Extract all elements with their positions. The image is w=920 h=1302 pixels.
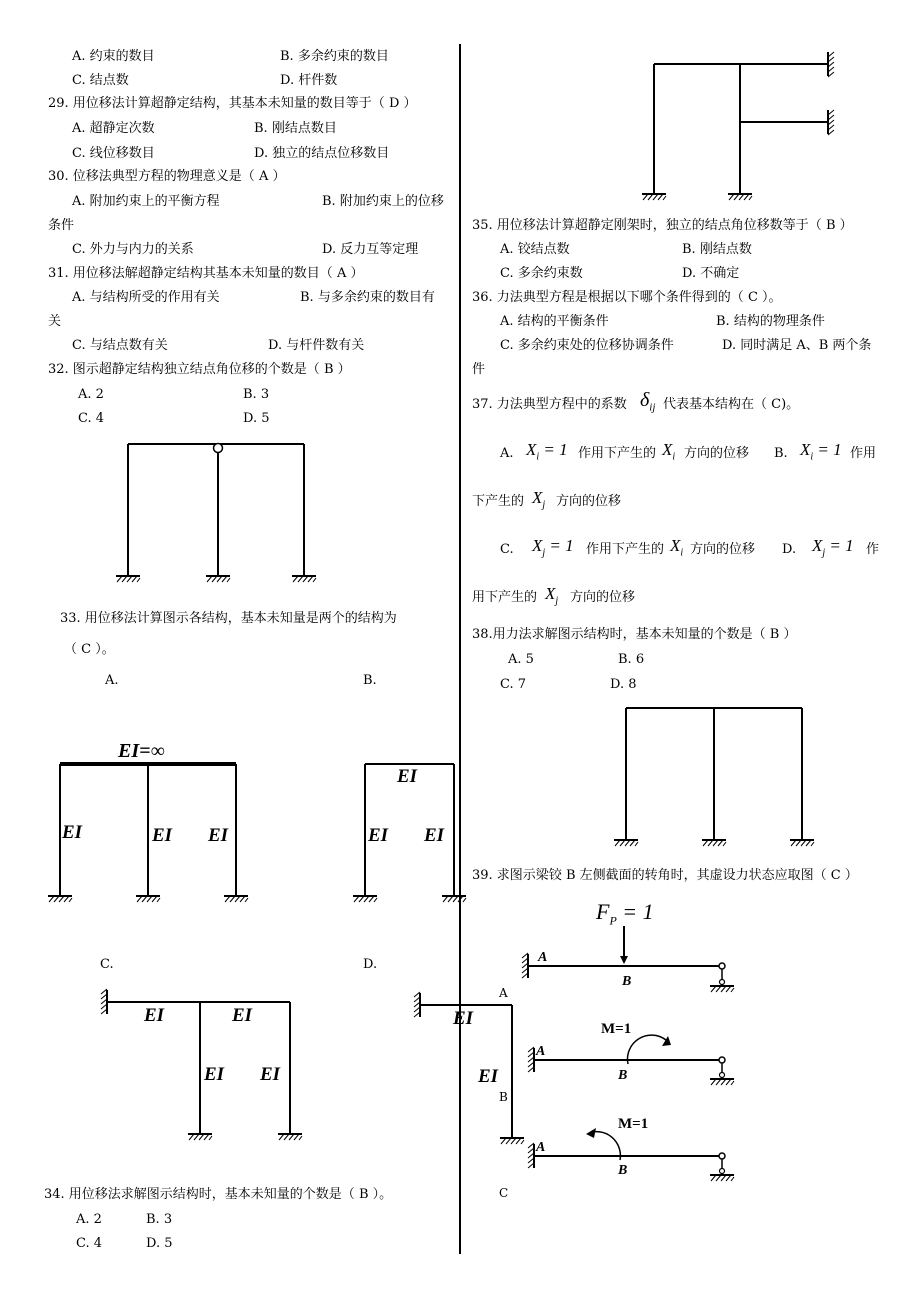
q30-option-b: B. 附加约束上的位移 — [322, 194, 444, 209]
q37-option-d-text: 作 — [866, 542, 880, 557]
q29-question: 29. 用位移法计算超静定结构，其基本未知量的数目等于（ D ） — [48, 96, 417, 111]
q37-option-c-label: C. — [500, 542, 514, 557]
q39-label-a: A — [499, 986, 508, 1000]
q33a-ei-label-2: EI — [152, 825, 173, 846]
q37-b-xj: $X_j$ — [532, 488, 546, 511]
q37-delta-ij: $\delta_{ij}$ — [640, 389, 656, 414]
q29-option-d: D. 独立的结点位移数目 — [254, 146, 390, 161]
q32-option-c: C. 4 — [78, 411, 105, 426]
q39b-point-a: A — [536, 1044, 546, 1059]
q37-option-a-text: 作用下产生的 — [578, 446, 657, 461]
q38-option-c: C. 7 — [500, 677, 527, 692]
q39c-moment-label: M=1 — [618, 1116, 649, 1132]
q39b-moment-label: M=1 — [601, 1021, 632, 1037]
q35-option-a: A. 铰结点数 — [500, 242, 570, 257]
q32-question: 32. 图示超静定结构独立结点角位移的个数是（ B ） — [48, 362, 351, 377]
q34-frame-diagram — [642, 52, 834, 200]
q37-option-b-label: B. — [774, 446, 788, 461]
q34-option-c: C. 4 — [76, 1236, 103, 1251]
q39a-point-b: B — [622, 974, 632, 989]
q29-option-b: B. 刚结点数目 — [254, 121, 337, 136]
q38-option-b: B. 6 — [618, 652, 645, 667]
q37-option-d-cont: 用下产生的 — [472, 590, 538, 605]
q30-option-d: D. 反力互等定理 — [322, 242, 419, 257]
q37-a-xi: $X_i$ — [662, 440, 676, 463]
q35-question: 35. 用位移法计算超静定刚架时，独立的结点角位移数等于（ B ） — [472, 218, 853, 233]
q39-label-b: B — [499, 1090, 508, 1104]
q33-question: 33. 用位移法计算图示各结构，基本未知量是两个的结构为 — [60, 611, 397, 626]
q33a-ei-infinity-label: EI=∞ — [118, 740, 165, 762]
q32-option-b: B. 3 — [243, 387, 270, 402]
q37-option-b-end: 方向的位移 — [556, 494, 622, 509]
q33b-ei-label-2: EI — [368, 825, 389, 846]
q37-d-xj: $X_j$ — [545, 584, 559, 607]
q37-option-b-text: 作用 — [850, 446, 877, 461]
q32-frame-diagram — [116, 444, 316, 583]
q33-label-d: D. — [363, 957, 378, 972]
q33a-ei-label-3: EI — [208, 825, 229, 846]
q39-beam-c — [528, 1128, 734, 1181]
q36-option-c: C. 多余约束处的位移协调条件 — [500, 338, 674, 353]
q30-option-c: C. 外力与内力的关系 — [72, 242, 194, 257]
q38-option-a: A. 5 — [508, 652, 534, 667]
q38-question: 38.用力法求解图示结构时，基本未知量的个数是（ B ） — [472, 627, 797, 642]
q28-option-d: D. 杆件数 — [280, 73, 338, 88]
q37-option-d-end: 方向的位移 — [570, 590, 636, 605]
q33a-ei-label-1: EI — [62, 822, 83, 843]
q33d-ei-label-1: EI — [453, 1008, 474, 1029]
q31-option-c: C. 与结点数有关 — [72, 338, 168, 353]
q37-b-xi-eq-1: $X_i = 1$ — [800, 440, 842, 463]
q37-option-d-label: D. — [782, 542, 797, 557]
q35-option-c: C. 多余约束数 — [500, 266, 583, 281]
q33-label-b: B. — [363, 673, 377, 688]
q29-option-c: C. 线位移数目 — [72, 146, 155, 161]
q39c-point-a: A — [536, 1140, 546, 1155]
q31-option-a: A. 与结构所受的作用有关 — [72, 290, 220, 305]
q33b-ei-label-1: EI — [397, 766, 418, 787]
q37-a-xi-eq-1: $X_i = 1$ — [526, 440, 568, 463]
q28-option-b: B. 多余约束的数目 — [280, 49, 389, 64]
q37-option-a-label: A. — [500, 446, 514, 461]
q36-option-d: D. 同时满足 A、B 两个条 — [722, 338, 872, 353]
q37-question-pre: 37. 力法典型方程中的系数 — [472, 397, 627, 412]
q33d-ei-label-2: EI — [478, 1066, 499, 1087]
q30-question: 30. 位移法典型方程的物理意义是（ A ） — [48, 169, 286, 184]
q33-label-c: C. — [100, 957, 114, 972]
q37-c-xi: $X_i$ — [670, 536, 684, 559]
q37-d-xj-eq-1: $X_j = 1$ — [812, 536, 854, 559]
q30-option-b-cont: 条件 — [48, 218, 75, 233]
q39-beam-b — [528, 1035, 734, 1085]
q38-frame-diagram — [614, 708, 814, 846]
q30-option-a: A. 附加约束上的平衡方程 — [72, 194, 220, 209]
q28-option-a: A. 约束的数目 — [72, 49, 155, 64]
q39c-point-b: B — [618, 1163, 628, 1178]
q34-question: 34. 用位移法求解图示结构时，基本未知量的个数是（ B ）。 — [44, 1187, 393, 1202]
q32-option-d: D. 5 — [243, 411, 270, 426]
q34-option-a: A. 2 — [76, 1212, 102, 1227]
q34-option-b: B. 3 — [146, 1212, 173, 1227]
q37-option-b-cont: 下产生的 — [472, 494, 525, 509]
q36-option-b: B. 结构的物理条件 — [716, 314, 825, 329]
q35-option-d: D. 不确定 — [682, 266, 740, 281]
q33c-ei-label-4: EI — [260, 1064, 281, 1085]
q33c-ei-label-1: EI — [144, 1005, 165, 1026]
q29-option-a: A. 超静定次数 — [72, 121, 155, 136]
q39-label-c: C — [499, 1186, 509, 1200]
q37-option-c-text: 作用下产生的 — [586, 542, 665, 557]
q39-question: 39. 求图示梁铰 B 左侧截面的转角时，其虚设力状态应取图（ C ） — [472, 868, 858, 883]
q37-question-post: 代表基本结构在（ C)。 — [663, 397, 800, 412]
q37-option-a-end: 方向的位移 — [684, 446, 750, 461]
q33-label-a: A. — [105, 673, 119, 688]
q37-option-c-end: 方向的位移 — [690, 542, 756, 557]
hinge-icon — [214, 444, 223, 453]
q34-option-d: D. 5 — [146, 1236, 173, 1251]
q39b-point-b: B — [618, 1068, 628, 1083]
q31-option-b-cont: 关 — [48, 314, 62, 329]
q36-option-a: A. 结构的平衡条件 — [500, 314, 609, 329]
q33c-ei-label-3: EI — [204, 1064, 225, 1085]
q38-option-d: D. 8 — [610, 677, 637, 692]
q33c-ei-label-2: EI — [232, 1005, 253, 1026]
q35-option-b: B. 刚结点数 — [682, 242, 752, 257]
q39-load-fp-label: $F_P = 1$ — [596, 899, 654, 928]
q31-option-b: B. 与多余约束的数目有 — [300, 290, 435, 305]
q28-option-c: C. 结点数 — [72, 73, 129, 88]
q31-option-d: D. 与杆件数有关 — [268, 338, 365, 353]
q36-question: 36. 力法典型方程是根据以下哪个条件得到的（ C ）。 — [472, 290, 782, 305]
q39a-point-a: A — [538, 950, 548, 965]
q32-option-a: A. 2 — [78, 387, 104, 402]
q33b-ei-label-3: EI — [424, 825, 445, 846]
q37-c-xj-eq-1: $X_j = 1$ — [532, 536, 574, 559]
q36-option-d-cont: 件 — [472, 362, 486, 377]
q31-question: 31. 用位移法解超静定结构其基本未知量的数目（ A ） — [48, 266, 364, 281]
q33-answer: （ C ）。 — [64, 642, 115, 657]
